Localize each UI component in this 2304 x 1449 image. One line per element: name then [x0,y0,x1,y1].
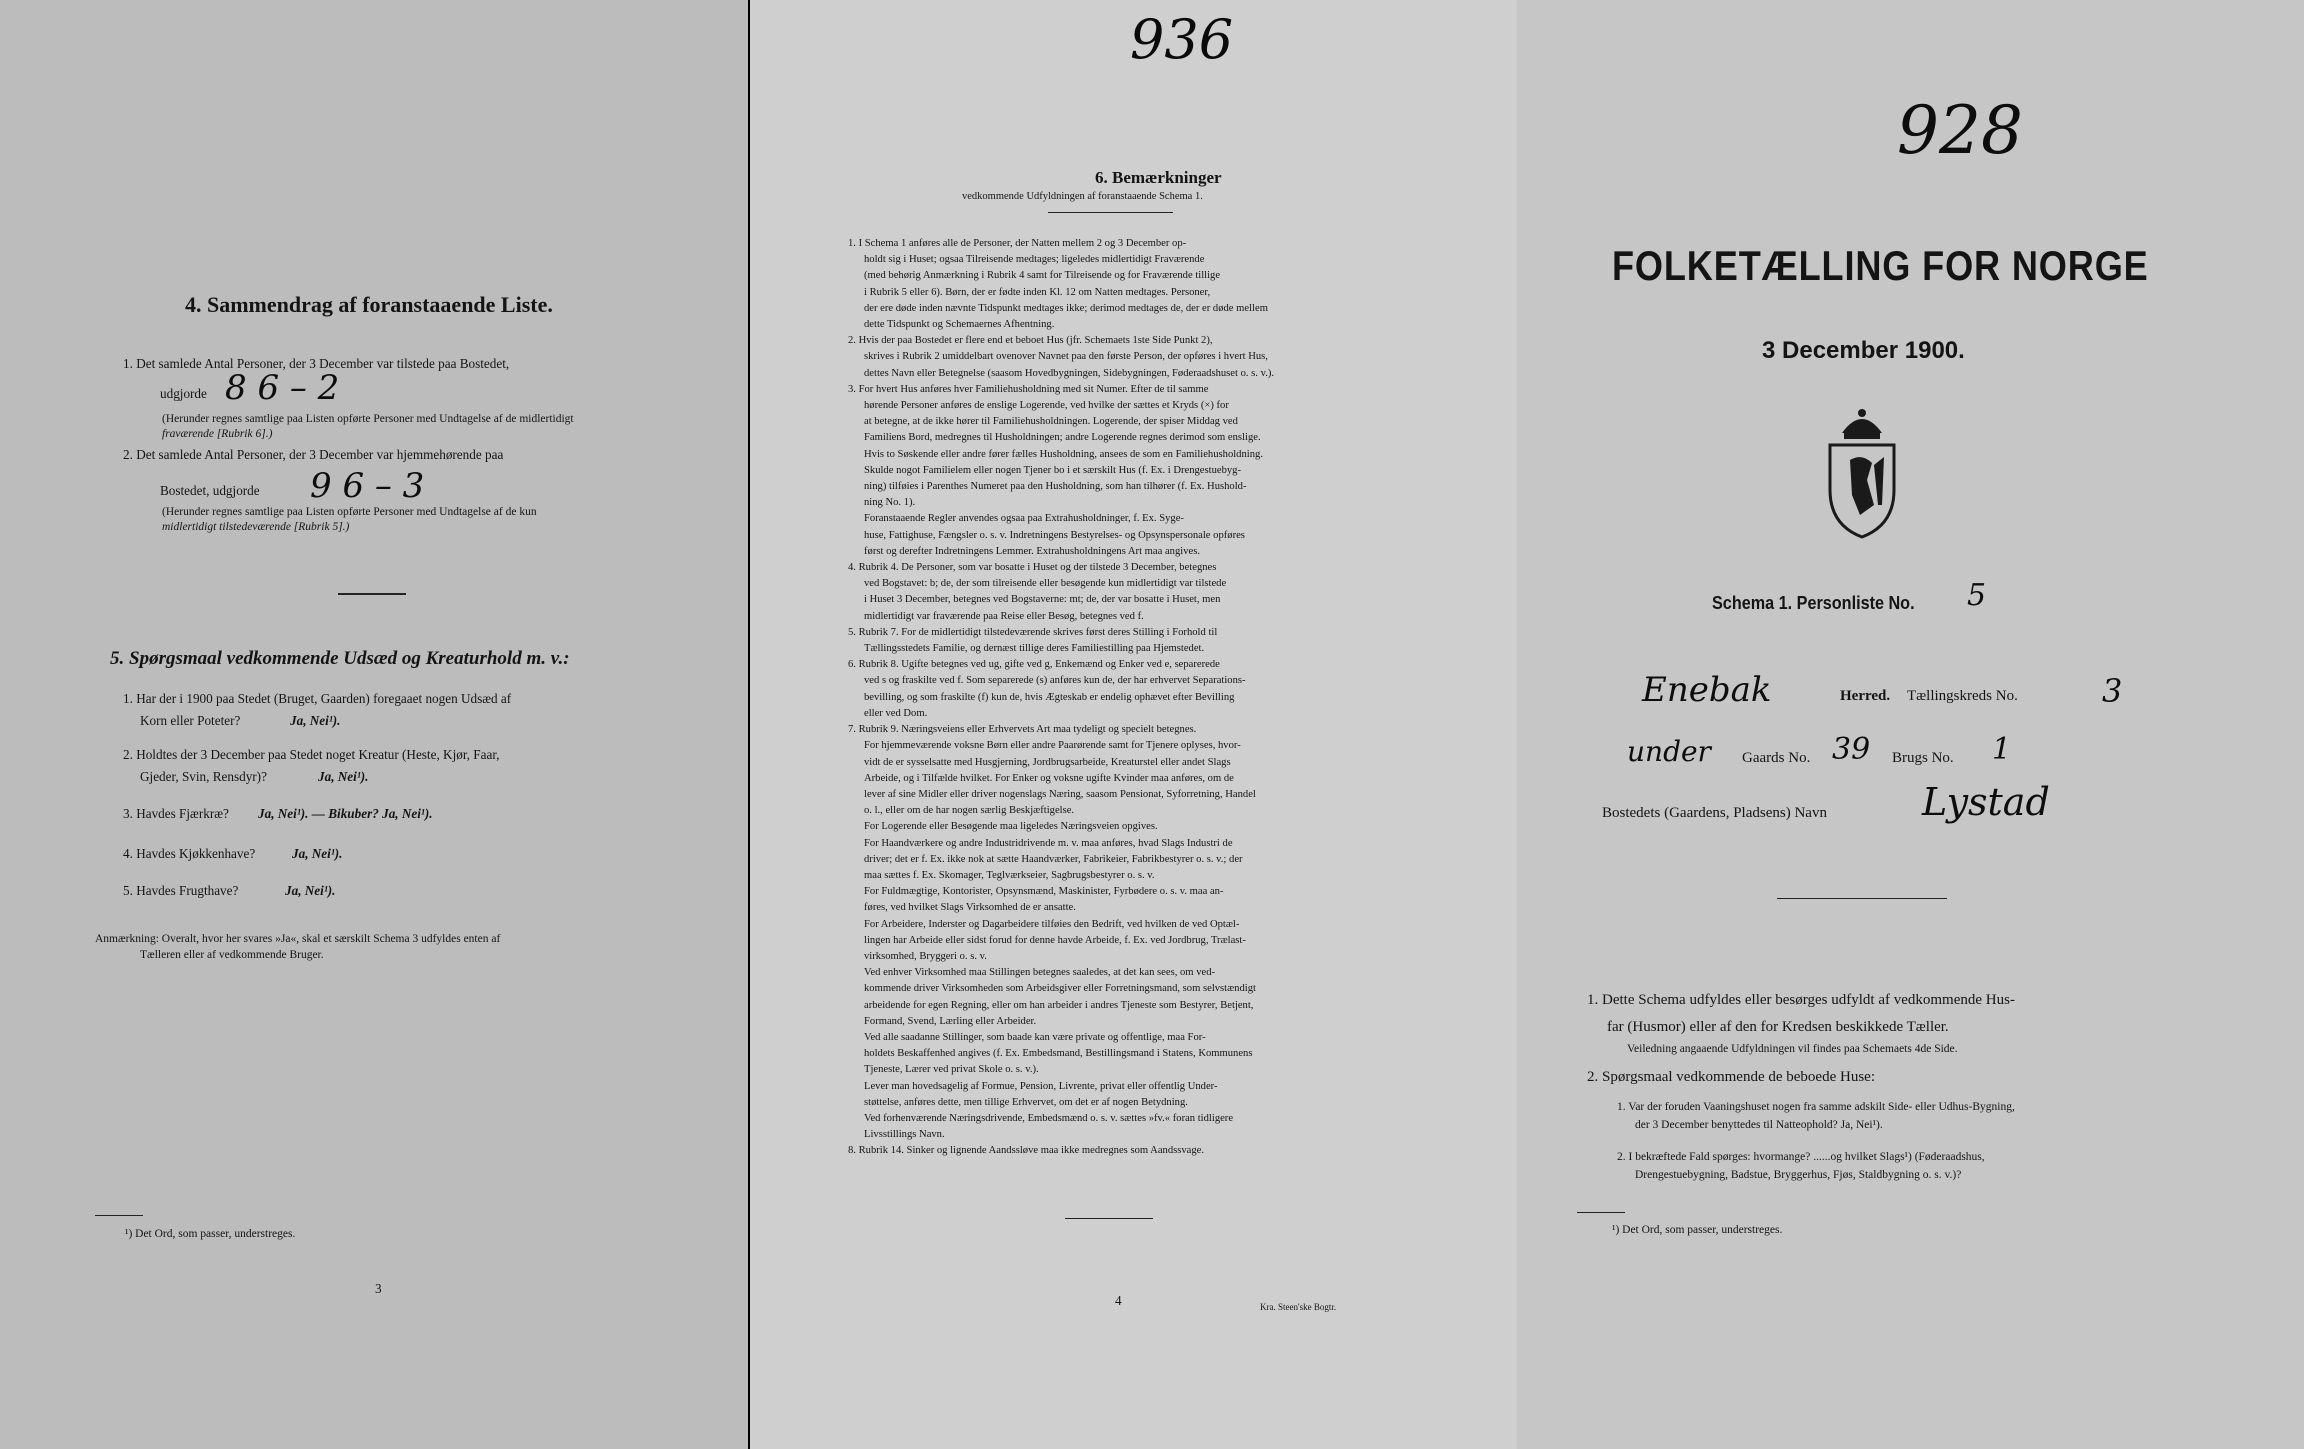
q5-5: 5. Havdes Frugthave? [123,883,239,898]
remark-line: midlertidigt var fraværende paa Reise eller Besøg, betegnes ved f. [864,610,1144,622]
remark-line: 7. Rubrik 9. Næringsveiens eller Erhvervets Art maa tydeligt og specielt betegnes. [848,724,1197,736]
right-page [1517,0,2304,1449]
under-value: under [1627,735,1711,768]
q2-note-line2: midlertidigt tilstedeværende [Rubrik 5].) [162,521,350,533]
q5-1-line1: 1. Har der i 1900 paa Stedet (Bruget, Gaarden) foregaaet nogen Udsæd af [123,691,512,706]
brugs-label: Brugs No. [1892,750,1954,766]
q5-4: 4. Havdes Kjøkkenhave? [123,846,256,861]
remark-line: huse, Fattighuse, Fængsler o. s. v. Indretningens Bestyrelses- og Opsynspersonale opføres [864,529,1245,541]
section4-heading: 4. Sammendrag af foranstaaende Liste. [185,292,553,317]
remark-line: virksomhed, Bryggeri o. s. v. [864,950,987,962]
q5-1-line2: Korn eller Poteter? [140,713,241,728]
form-title: FOLKETÆLLING FOR NORGE [1612,242,2149,289]
remark-line: holdt sig i Huset; ogsaa Tilreisende medtages; ligeledes midlertidigt Fraværende [864,254,1205,266]
instruction-1-guidance: Veiledning angaaende Udfyldningen vil findes paa Schemaets 4de Side. [1627,1043,1958,1055]
annotation-line2: Tælleren eller af vedkommende Bruger. [140,949,324,961]
remark-line: at betegne, at de ikke hører til Familiehusholdningen. Logerende, der spiser Middag ved [864,416,1238,428]
remark-line: føres, ved hvilket Slags Virksomhed de er ansatte. [864,902,1076,914]
q5-3-answer: Ja, Nei¹). — Bikuber? Ja, Nei¹). [258,806,433,821]
q5-2-line2: Gjeder, Svin, Rensdyr)? [140,769,267,784]
remark-line: i Rubrik 5 eller 6). Børn, der er fødte inden Kl. 12 om Natten medtages. Personer, [864,286,1211,298]
remark-line: der ere døde inden nævnte Tidspunkt medtages ikke; derimod medtages de, der er døde mellem [864,302,1268,314]
remark-line: først og derefter Indretningens Lemmer. Extrahusholdningens Art maa angives. [864,545,1200,557]
footnote-rule [95,1215,143,1216]
remark-line: Livsstillings Navn. [864,1129,945,1141]
archive-number: 928 [1897,92,2023,169]
left-page [0,0,748,1449]
remark-line: dettes Navn eller Betegnelse (saasom Hovedbygningen, Sidebygningen, Føderaadshuset o. s. v.). [864,367,1275,379]
q5-1-answer: Ja, Nei¹). [290,713,341,728]
census-date: 3 December 1900. [1762,337,1965,364]
remark-line: 1. I Schema 1 anføres alle de Personer, der Natten mellem 2 og 3 December op- [848,238,1187,249]
q2-text: 2. Det samlede Antal Personer, der 3 December var hjemmehørende paa [123,447,504,462]
herred-value: Enebak [1642,670,1772,710]
remark-line: 8. Rubrik 14. Sinker og lignende Aandssløve maa ikke medregnes som Aandssvage. [848,1145,1205,1157]
remark-line: i Huset 3 December, betegnes ved Bogstaverne: mt; de, der var bosatte i Huset, men [864,594,1221,606]
instruction-1-line2: far (Husmor) eller af den for Kredsen beskikkede Tæller. [1607,1019,1949,1035]
end-rule [1065,1218,1153,1219]
remark-line: kommende driver Virksomheden som Arbeidsgiver eller Forretningsmand, som selvstændigt [864,983,1256,995]
footnote: ¹) Det Ord, som passer, understreges. [1612,1224,1783,1236]
remark-line: For hjemmeværende voksne Børn eller andre Paarørende samt for Tjenere oplyses, hvor- [864,740,1241,752]
remark-line: ning No. 1). [864,497,916,509]
remark-line: holdets Beskaffenhed angives (f. Ex. Embedsmand, Bestillingsmand i Statens, Kommunens [864,1048,1253,1060]
instruction-1-line1: 1. Dette Schema udfyldes eller besørges udfyldt af vedkommende Hus- [1587,992,2015,1008]
remark-line: arbeidende for egen Regning, eller om han arbeider i andres Tjeneste som Bestyrer, Betjent, [864,999,1254,1011]
remark-line: Ved forhenværende Næringsdrivende, Embedsmænd o. s. v. sættes »fv.« foran tidligere [864,1112,1234,1124]
remark-line: o. l., eller om de har nogen særlig Beskjæftigelse. [864,805,1075,817]
remark-line: (med behørig Anmærkning i Rubrik 4 samt for Tilreisende og for Fraværende tillige [864,270,1221,282]
divider [1777,898,1947,899]
bosted-value: Lystad [1922,780,2050,824]
top-archive-number: 936 [1130,8,1234,71]
remark-line: Skulde nogot Familielem eller nogen Tjener bo i et særskilt Hus (f. Ex. i Drengestuebyg- [864,464,1241,476]
q5-5-answer: Ja, Nei¹). [285,883,336,898]
krets-label: Tællingskreds No. [1907,688,2018,704]
remark-line: 2. Hvis der paa Bostedet er flere end et beboet Hus (jfr. Schemaets 1ste Side Punkt 2), [848,335,1213,347]
instruction-2: 2. Spørgsmaal vedkommende de beboede Huse: [1587,1069,1875,1085]
schema-label: Schema 1. Personliste No. [1712,593,1915,613]
q5-3: 3. Havdes Fjærkræ? [123,806,229,821]
remark-line: støttelse, anføres dette, men tillige Erhvervet, om det er af nogen Betydning. [864,1096,1188,1108]
q5-2-line1: 2. Holdtes der 3 December paa Stedet noget Kreatur (Heste, Kjør, Faar, [123,747,500,762]
remark-line: Familiens Bord, medregnes til Husholdningen; andre Logerende regnes derimod som enslige. [864,432,1261,444]
remark-line: Hvis to Søskende eller andre fører fælles Husholdning, ansees de som en Familiehusholdning. [864,448,1263,460]
footnote: ¹) Det Ord, som passer, understreges. [125,1228,296,1240]
q1-udgjorde-label: udgjorde [160,386,207,401]
remark-line: Tjeneste, Lærer ved privat Skole o. s. v.). [864,1064,1039,1076]
remark-line: 5. Rubrik 7. For de midlertidigt tilstedeværende skrives først deres Stilling i Forhold til [848,626,1218,638]
subheading-rule [1048,212,1173,213]
remark-line: ved s og fraskilte ved f. Som separerede (s) anføres kun de, der har erhvervet Separations- [864,675,1246,687]
remark-line: bevilling, og som fraskilte (f) kun de, hvis Ægteskab er endelig ophævet efter Bevilling [864,691,1235,703]
remark-line: Formand, Svend, Lærling eller Arbeider. [864,1015,1037,1027]
remark-line: lingen har Arbeide eller sidst forud for denne havde Arbeide, f. Ex. ved Jordbrug, Trælast- [864,934,1246,946]
remark-line: Ved enhver Virksomhed maa Stillingen betegnes saaledes, at det kan sees, om ved- [864,967,1216,979]
remark-line: lever af sine Midler eller driver nogenslags Næring, saasom Pensionat, Syforretning, Handel [864,788,1256,800]
instruction-2-1-line1: 1. Var der foruden Vaaningshuset nogen fra samme adskilt Side- eller Udhus-Bygning, [1617,1101,2015,1113]
brugs-value: 1 [1992,732,2012,767]
remark-line: For Logerende eller Besøgende maa ligeledes Næringsveien opgives. [864,821,1158,833]
remark-line: For Haandværkere og andre Industridrivende m. v. maa anføres, hvad Slags Industri de [864,837,1233,849]
remark-line: vidt de er sysselsatte med Husgjerning, Jordbrugsarbeide, Kreaturstel eller andet Slags [864,756,1231,768]
remark-line: 6. Rubrik 8. Ugifte betegnes ved ug, gifte ved g, Enkemænd og Enker ved e, separerede [848,659,1220,671]
remark-line: maa sættes f. Ex. Skomager, Teglværkseier, Sagbrugsbestyrer o. s. v. [864,869,1155,881]
bosted-label: Bostedets (Gaardens, Pladsens) Navn [1602,805,1827,821]
q2-note-line1: (Herunder regnes samtlige paa Listen opførte Personer med Undtagelse af de kun [162,506,537,518]
remark-line: driver; det er f. Ex. ikke nok at sætte Haandværker, Fabrikeier, Fabrikbestyrer o. s. v.; der [864,853,1243,865]
remark-line: Ved alle saadanne Stillinger, som baade kan være private og offentlige, maa For- [864,1031,1206,1043]
norwegian-coat-of-arms-icon [1822,405,1902,540]
gaards-value: 39 [1832,732,1871,767]
q1-handwritten-value: 8 6 – 2 [225,368,340,408]
remark-line: Lever man hovedsagelig af Formue, Pension, Livrente, privat eller offentlig Under- [864,1080,1218,1092]
herred-label: Herred. [1840,688,1891,704]
remark-line: For Fuldmægtige, Kontorister, Opsynsmænd, Maskinister, Fyrbødere o. s. v. maa an- [864,886,1224,898]
remark-line: Arbeide, og i Tilfælde hvilket. For Enker og voksne ugifte Kvinder maa anføres, om de [864,772,1234,784]
remark-line: ning) tilføies i Parenthes Numeret paa den Husholdning, som han tilhører (f. Ex. Hushold- [864,481,1247,493]
footnote-rule [1577,1212,1625,1213]
remark-line: 3. For hvert Hus anføres hver Familiehusholdning med sit Numer. Efter de til samme [848,383,1209,395]
printer-mark: Kra. Steen'ske Bogtr. [1260,1302,1337,1312]
q2-bosted-label: Bostedet, udgjorde [160,483,260,498]
q5-2-answer: Ja, Nei¹). [318,769,369,784]
instruction-2-2-line1: 2. I bekræftede Fald spørges: hvormange? ......og hvilket Slags¹) (Føderaadshus, [1617,1151,1985,1163]
q1-text: 1. Det samlede Antal Personer, der 3 December var tilstede paa Bostedet, [123,356,510,371]
instruction-2-2-line2: Drengestuebygning, Badstue, Bryggerhus, Fjøs, Staldbygning o. s. v.)? [1635,1169,1962,1181]
personliste-number: 5 [1967,578,1987,613]
q2-handwritten-value: 9 6 – 3 [310,466,425,506]
remarks-body [848,236,1438,1160]
gaards-label: Gaards No. [1742,750,1811,766]
divider [338,593,406,595]
remark-line: 4. Rubrik 4. De Personer, som var bosatte i Huset og der tilstede 3 December, betegnes [848,562,1217,574]
page-number: 4 [1115,1293,1122,1308]
section5-heading: 5. Spørgsmaal vedkommende Udsæd og Kreaturhold m. v.: [110,648,570,669]
remark-line: For Arbeidere, Inderster og Dagarbeidere tilføies den Bedrift, ved hvilken de ved Optæl- [864,918,1240,930]
q5-4-answer: Ja, Nei¹). [292,846,343,861]
q1-note-line2: fraværende [Rubrik 6].) [162,428,273,440]
krets-value: 3 [2102,672,2123,710]
middle-page [750,0,1517,1449]
remark-line: eller ved Dom. [864,707,928,719]
remark-line: Foranstaaende Regler anvendes ogsaa paa Extrahusholdninger, f. Ex. Syge- [864,513,1184,525]
remark-line: hørende Personer anføres de enslige Logerende, ved hvilke der sættes et Kryds (×) for [864,400,1229,412]
page-number: 3 [375,1281,382,1296]
remark-line: dette Tidspunkt og Schemaernes Afhentning. [864,319,1055,331]
q1-note-line1: (Herunder regnes samtlige paa Listen opførte Personer med Undtagelse af de midlertidigt [162,413,574,425]
remark-line: skrives i Rubrik 2 umiddelbart ovenover Navnet paa den første Person, der opføres i hvert Hus, [864,351,1268,363]
remarks-subheading: vedkommende Udfyldningen af foranstaaende Schema 1. [962,191,1203,202]
remark-line: Tællingsstedets Familie, og dernæst tillige deres Familiestilling paa Hjemstedet. [864,643,1205,655]
remarks-heading: 6. Bemærkninger [1095,168,1222,187]
remark-line: ved Bogstavet: b; de, der som tilreisende eller besøgende kun midlertidigt var tilstede [864,578,1227,590]
annotation-line1: Anmærkning: Overalt, hvor her svares »Ja«, skal et særskilt Schema 3 udfyldes enten af [95,933,501,945]
instruction-2-1-line2: der 3 December benyttedes til Natteophold? Ja, Nei¹). [1635,1119,1883,1131]
